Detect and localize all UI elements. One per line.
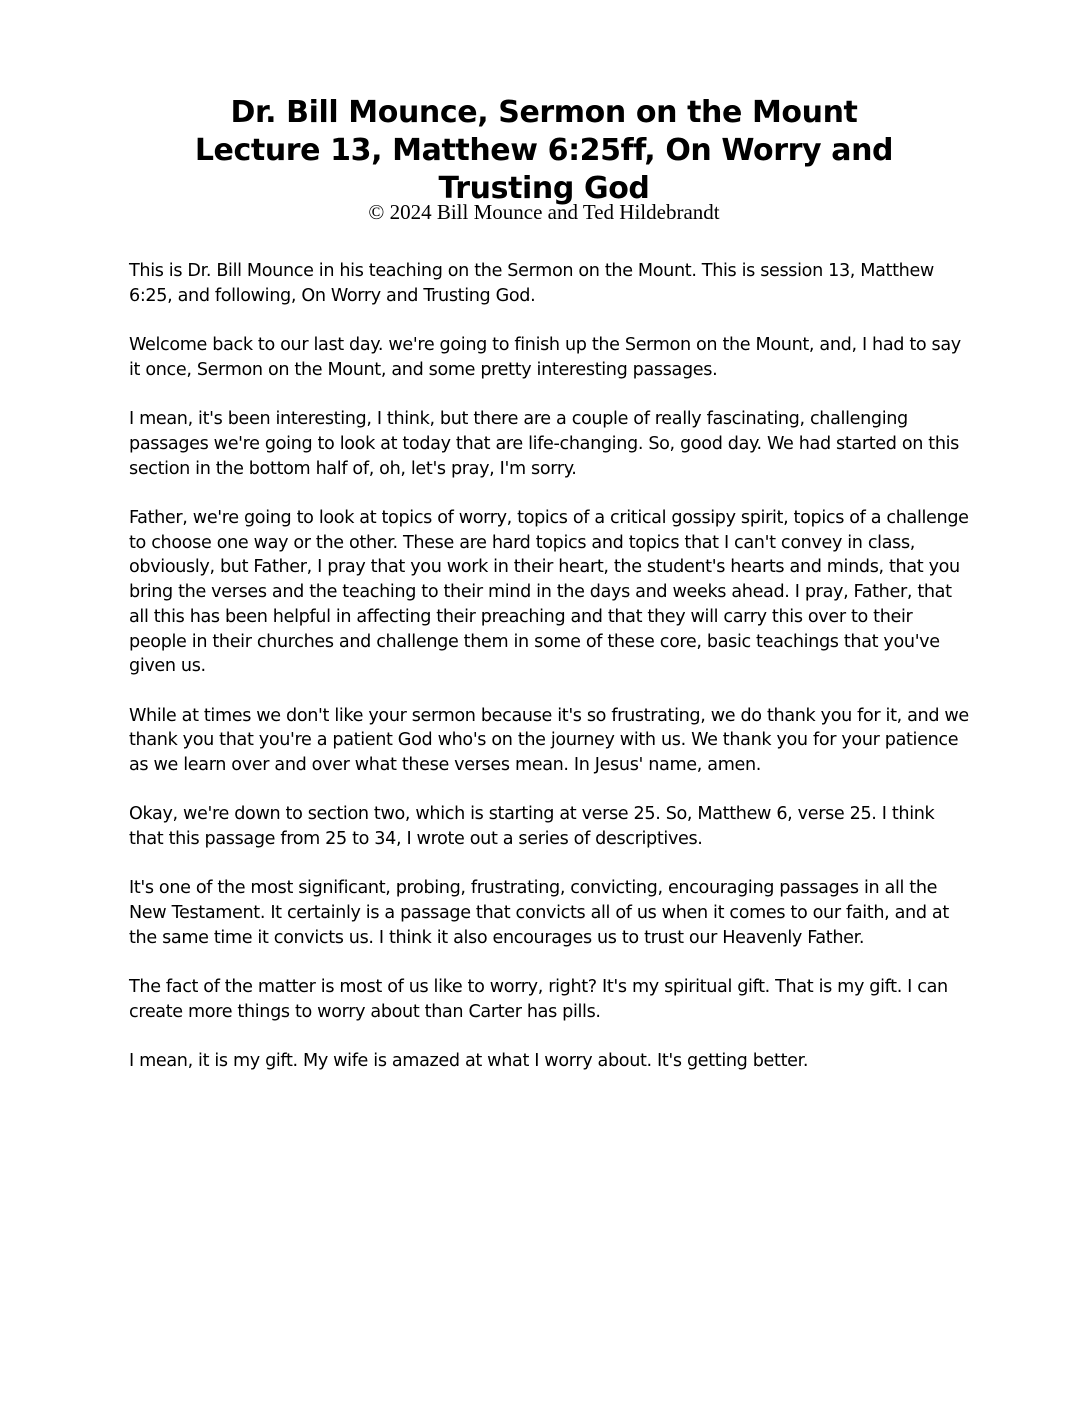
paragraph-4: Father, we're going to look at topics of worry, topics of a critical gossipy spirit, topics of a challenge to choose one way or the other. These are hard topics and topics that I can't convey in class, obviously, but Father, I pray that you work in their heart, the student's hearts and minds, that you bring the verses and the teaching to their mind in the days and weeks ahead. I pray, Father, that all this has been helpful in affecting their preaching and that they will carry this over to their people in their churches and challenge them in some of these core, basic teachings that you've given us. (129, 507, 969, 677)
document-title-line-2: Lecture 13, Matthew 6:25ff, On Worry and (194, 133, 894, 168)
title-block (0, 94, 1088, 224)
document-title-line-1: Dr. Bill Mounce, Sermon on the Mount (230, 95, 858, 130)
paragraph-2: Welcome back to our last day. we're going to finish up the Sermon on the Mount, and, I had to say it once, Sermon on the Mount, and some pretty interesting passages. (129, 335, 961, 380)
paragraph-6: Okay, we're down to section two, which is starting at verse 25. So, Matthew 6, verse 25. I think that this passage from 25 to 34, I wrote out a series of descriptives. (129, 804, 935, 850)
document-title-line-3: Trusting God (438, 171, 650, 206)
paragraph-5: While at times we don't like your sermon because it's so frustrating, we do thank you for it, and we thank you that you're a patient God who's on the journey with us. We thank you for your patience as we learn over and over what these verses mean. In Jesus' name, amen. (129, 705, 969, 775)
transcript-body (129, 259, 969, 1074)
paragraph-8: The fact of the matter is most of us like to worry, right? It's my spiritual gift. That is my gift. I can create more things to worry about than Carter has pills. (129, 977, 948, 1022)
paragraph-3: I mean, it's been interesting, I think, but there are a couple of really fascinating, challenging passages we're going to look at today that are life-changing. So, good day. We had started on this section in the bottom half of, oh, let's pray, I'm sorry. (129, 409, 959, 479)
copyright-notice: © 2024 Bill Mounce and Ted Hildebrandt (368, 200, 720, 224)
paragraph-9: I mean, it is my gift. My wife is amazed at what I worry about. It's getting better. (129, 1051, 809, 1072)
paragraph-1: This is Dr. Bill Mounce in his teaching on the Sermon on the Mount. This is session 13, Matthew 6:25, and following, On Worry and Trusting God. (129, 261, 934, 306)
paragraph-7: It's one of the most significant, probing, frustrating, convicting, encouraging passages in all the New Testament. It certainly is a passage that convicts all of us when it comes to our faith, and at the same time it convicts us. I think it also encourages us to trust our Heavenly Father. (129, 878, 949, 948)
